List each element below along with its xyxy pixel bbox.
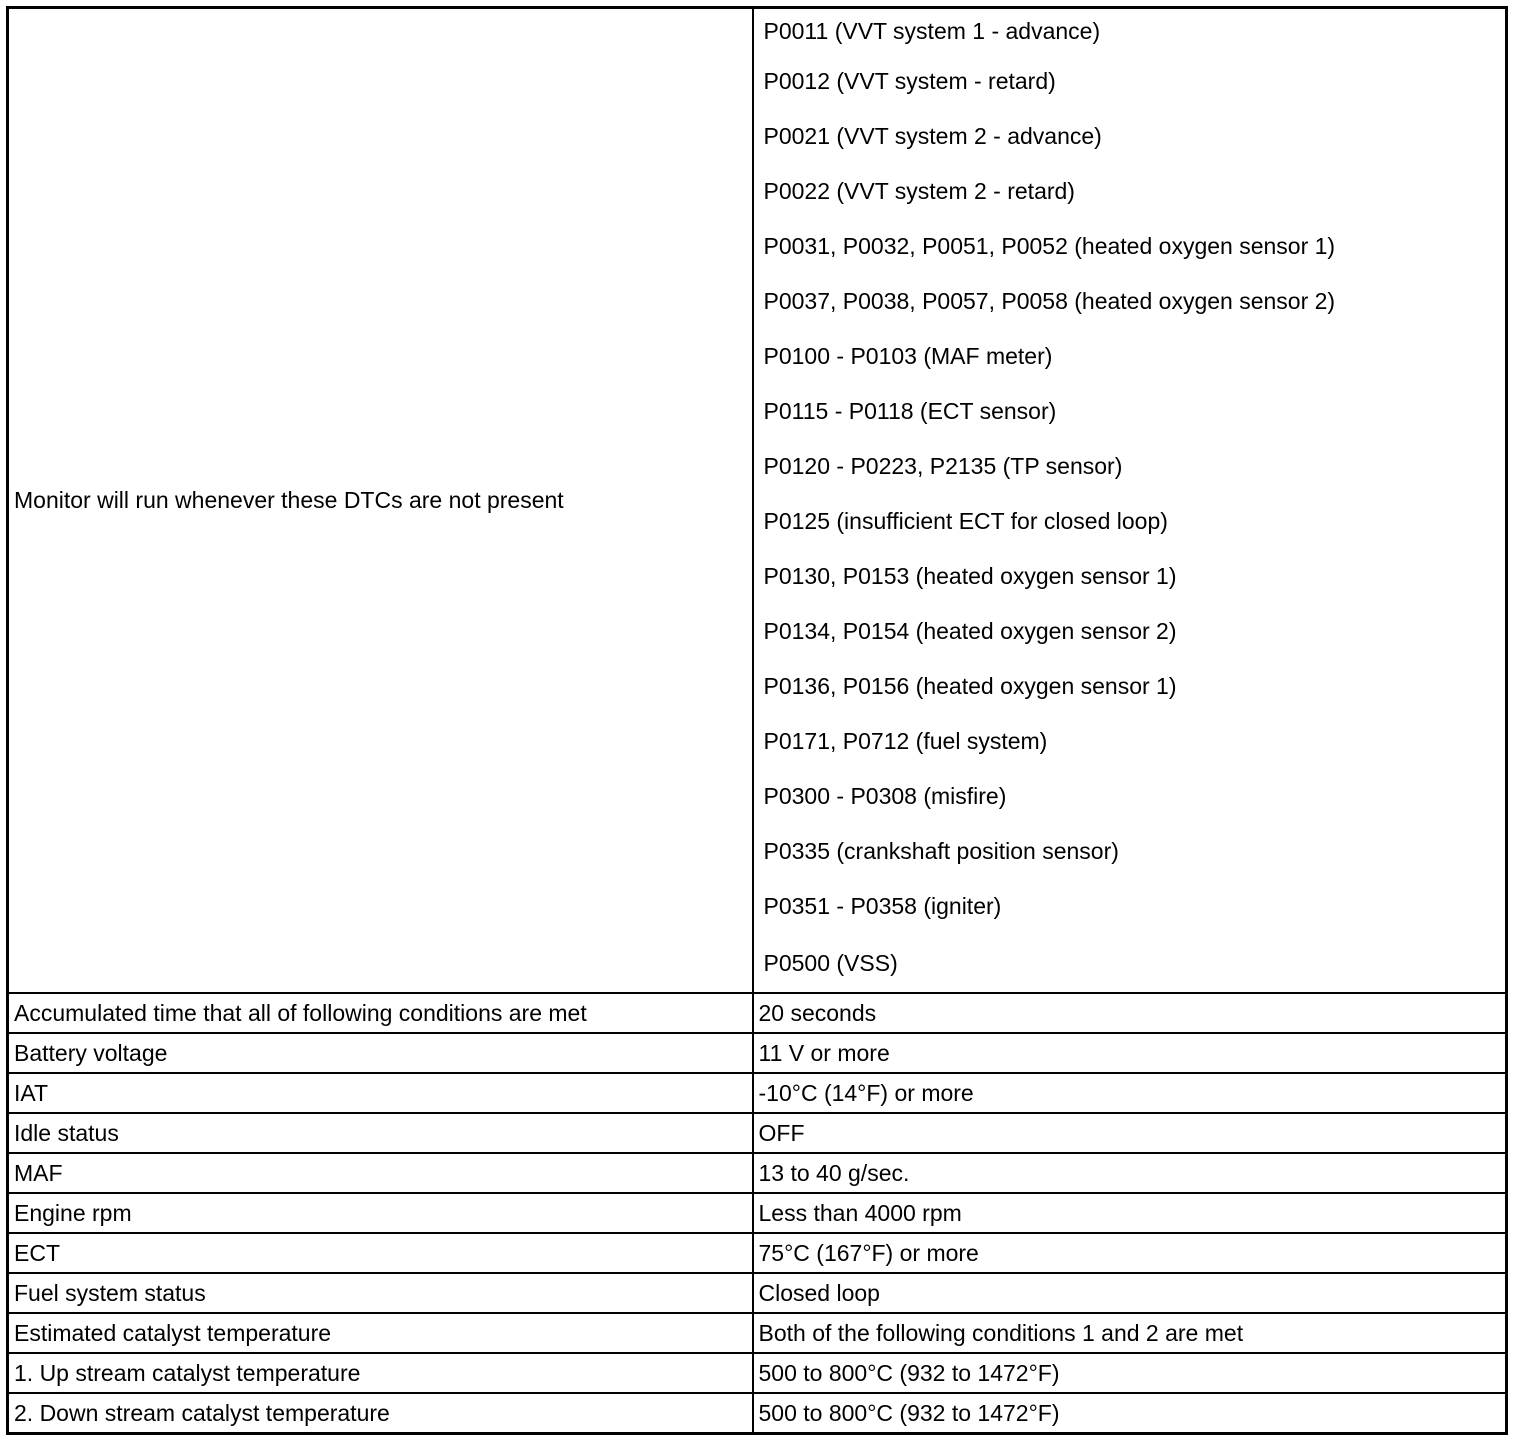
dtc-item: P0021 (VVT system 2 - advance) bbox=[763, 123, 1102, 149]
dtc-item: P0134, P0154 (heated oxygen sensor 2) bbox=[763, 618, 1177, 644]
table-row bbox=[8, 1393, 1507, 1434]
dtc-item: P0130, P0153 (heated oxygen sensor 1) bbox=[763, 563, 1177, 589]
table-row bbox=[8, 1113, 1507, 1153]
table-row bbox=[8, 1193, 1507, 1233]
dtc-item: P0115 - P0118 (ECT sensor) bbox=[763, 398, 1057, 424]
dtc-list bbox=[759, 9, 1501, 992]
condition-value: 75°C (167°F) or more bbox=[753, 1233, 1507, 1273]
table-row bbox=[8, 1273, 1507, 1313]
dtc-item: P0500 (VSS) bbox=[763, 949, 898, 976]
dtc-item: P0022 (VVT system 2 - retard) bbox=[763, 178, 1075, 204]
condition-value: 13 to 40 g/sec. bbox=[753, 1153, 1507, 1193]
condition-label: Battery voltage bbox=[8, 1033, 753, 1073]
dtc-item: P0100 - P0103 (MAF meter) bbox=[763, 343, 1053, 369]
dtc-item: P0012 (VVT system - retard) bbox=[763, 68, 1056, 94]
condition-label: 2. Down stream catalyst temperature bbox=[8, 1393, 753, 1434]
dtc-item: P0351 - P0358 (igniter) bbox=[763, 893, 1002, 919]
monitor-label-cell: Monitor will run whenever these DTCs are not present bbox=[8, 8, 753, 994]
condition-label: Estimated catalyst temperature bbox=[8, 1313, 753, 1353]
dtc-item: P0125 (insufficient ECT for closed loop) bbox=[763, 508, 1168, 534]
dtc-list-cell bbox=[753, 8, 1507, 994]
table-row bbox=[8, 1073, 1507, 1113]
table-row bbox=[8, 1233, 1507, 1273]
condition-label: IAT bbox=[8, 1073, 753, 1113]
condition-label: ECT bbox=[8, 1233, 753, 1273]
condition-value: OFF bbox=[753, 1113, 1507, 1153]
dtc-item: P0300 - P0308 (misfire) bbox=[763, 783, 1007, 809]
condition-value: -10°C (14°F) or more bbox=[753, 1073, 1507, 1113]
condition-label: MAF bbox=[8, 1153, 753, 1193]
dtc-item: P0120 - P0223, P2135 (TP sensor) bbox=[763, 453, 1123, 479]
dtc-item: P0011 (VVT system 1 - advance) bbox=[763, 18, 1101, 44]
dtc-item: P0037, P0038, P0057, P0058 (heated oxygen sensor 2) bbox=[763, 288, 1336, 314]
dtc-item: P0136, P0156 (heated oxygen sensor 1) bbox=[763, 673, 1177, 699]
dtc-item: P0171, P0712 (fuel system) bbox=[763, 728, 1048, 754]
dtc-item: P0335 (crankshaft position sensor) bbox=[763, 838, 1119, 864]
condition-value: 500 to 800°C (932 to 1472°F) bbox=[753, 1353, 1507, 1393]
condition-label: Engine rpm bbox=[8, 1193, 753, 1233]
table-row bbox=[8, 1033, 1507, 1073]
table-row bbox=[8, 993, 1507, 1033]
conditions-table bbox=[6, 6, 1508, 1435]
condition-label: Accumulated time that all of following conditions are met bbox=[8, 993, 753, 1033]
condition-label: 1. Up stream catalyst temperature bbox=[8, 1353, 753, 1393]
table-row bbox=[8, 1153, 1507, 1193]
dtc-item: P0031, P0032, P0051, P0052 (heated oxygen sensor 1) bbox=[763, 233, 1336, 259]
condition-label: Fuel system status bbox=[8, 1273, 753, 1313]
condition-label: Idle status bbox=[8, 1113, 753, 1153]
table-row bbox=[8, 1313, 1507, 1353]
condition-value: Both of the following conditions 1 and 2 are met bbox=[753, 1313, 1507, 1353]
condition-value: 11 V or more bbox=[753, 1033, 1507, 1073]
table-row-monitor-dtcs bbox=[8, 8, 1507, 994]
condition-value: Less than 4000 rpm bbox=[753, 1193, 1507, 1233]
table-row bbox=[8, 1353, 1507, 1393]
condition-value: Closed loop bbox=[753, 1273, 1507, 1313]
condition-value: 500 to 800°C (932 to 1472°F) bbox=[753, 1393, 1507, 1434]
condition-value: 20 seconds bbox=[753, 993, 1507, 1033]
